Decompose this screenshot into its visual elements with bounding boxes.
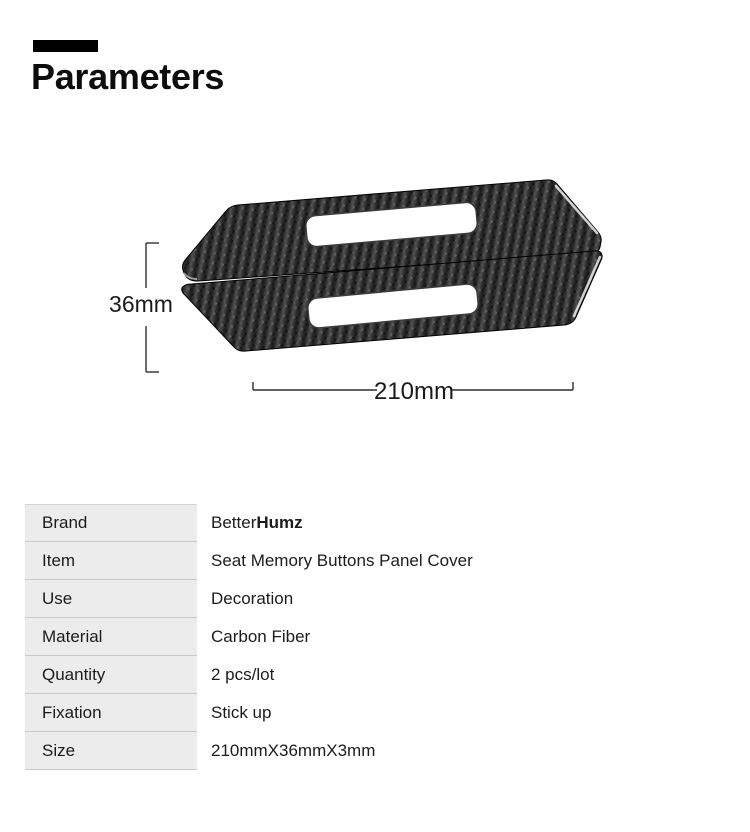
spec-value-material: Carbon Fiber [211, 627, 311, 646]
height-dimension [109, 243, 173, 372]
spec-value-brand [197, 504, 725, 542]
height-dimension-label: 36mm [109, 291, 173, 317]
spec-value-fixation: Stick up [211, 703, 272, 722]
table-row-brand [25, 504, 725, 542]
table-row-size [25, 732, 725, 770]
spec-label-use: Use [25, 580, 197, 618]
spec-table [25, 504, 725, 770]
width-dimension [253, 378, 573, 405]
spec-label-fixation: Fixation [25, 694, 197, 732]
page-title: Parameters [31, 56, 225, 97]
table-row-item [25, 542, 725, 580]
brand-name-regular: Better [211, 513, 257, 532]
accent-bar [33, 40, 98, 52]
spec-value-item: Seat Memory Buttons Panel Cover [211, 551, 473, 570]
spec-label-item: Item [25, 542, 197, 580]
table-row-quantity [25, 656, 725, 694]
product-figure [0, 140, 750, 430]
table-row-material [25, 618, 725, 656]
spec-label-size: Size [25, 732, 197, 770]
spec-label-quantity: Quantity [25, 656, 197, 694]
table-row-use [25, 580, 725, 618]
spec-value-use: Decoration [211, 589, 294, 608]
table-row-fixation [25, 694, 725, 732]
brand-name-bold: Humz [256, 513, 303, 532]
spec-value-quantity: 2 pcs/lot [211, 665, 275, 684]
spec-label-brand: Brand [25, 504, 197, 542]
width-dimension-label: 210mm [373, 378, 455, 405]
spec-value-size: 210mmX36mmX3mm [211, 741, 376, 760]
spec-label-material: Material [25, 618, 197, 656]
